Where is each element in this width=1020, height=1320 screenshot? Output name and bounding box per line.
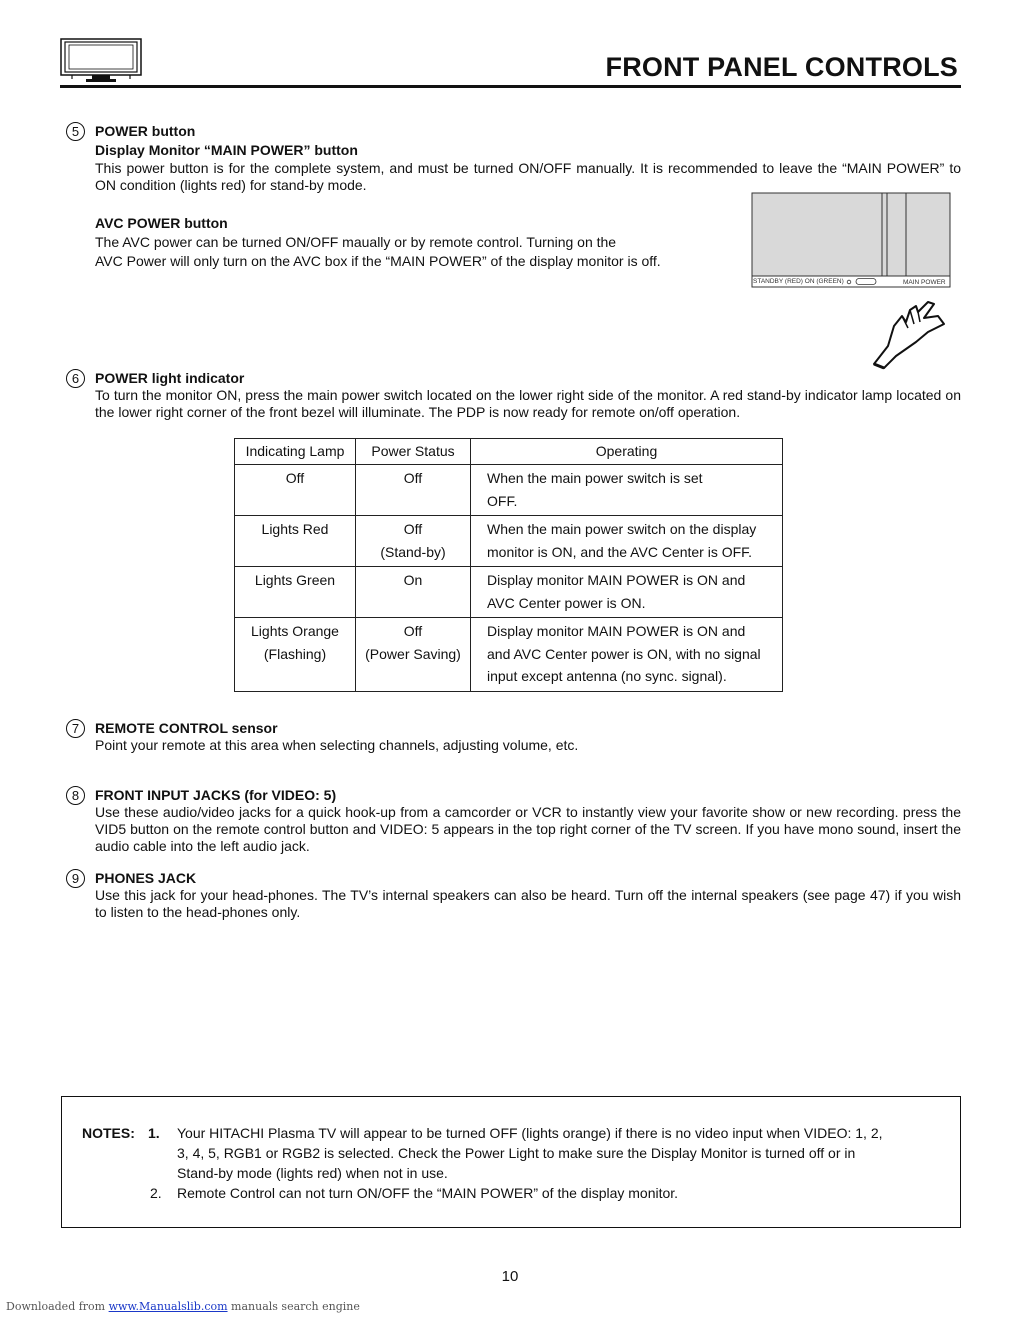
main-power-label: MAIN POWER (903, 279, 946, 286)
section-5-text: This power button is for the complete system, and must be turned ON/OFF manually. It is recommended to leave the “MAIN POWER” to ON condition (lights red) for stand-by mode. (95, 160, 961, 193)
operating-cell: When the main power switch is set OFF. (471, 465, 783, 516)
monitor-corner-illustration (751, 192, 951, 288)
header-power-status: Power Status (356, 439, 471, 465)
table-row (235, 465, 783, 516)
lamp-cell: Lights Green (235, 567, 356, 618)
lamp-cell: Off (235, 465, 356, 516)
header-rule (60, 85, 961, 88)
status-cell: Off (Stand-by) (356, 516, 471, 567)
avc-power-line-2: AVC Power will only turn on the AVC box if the “MAIN POWER” of the display monitor is off. (95, 253, 661, 269)
operating-cell: Display monitor MAIN POWER is ON and and AVC Center power is ON, with no signal input except antenna (no sync. signal). (471, 618, 783, 692)
section-number-9: 9 (66, 869, 85, 888)
section-5-title: POWER button (95, 123, 196, 139)
tv-monitor-icon (60, 38, 142, 84)
status-cell: Off (Power Saving) (356, 618, 471, 692)
note-1-number: 1. (148, 1125, 160, 1141)
section-5-subtitle: Display Monitor “MAIN POWER” button (95, 142, 358, 158)
header-operating: Operating (471, 439, 783, 465)
section-6-text: To turn the monitor ON, press the main power switch located on the lower right side of the monitor. A red stand-by indicator lamp located on the lower right corner of the front bezel will illuminate. The PDP is now ready for remote on/off operation. (95, 387, 961, 420)
section-8-text: Use these audio/video jacks for a quick hook-up from a camcorder or VCR to instantly view your favorite show or new recording. press the VID5 button on the remote control button and VIDEO: 5 appears in the top right corner of the TV screen. If you have mono sound, insert the audio cable into the left audio jack. (95, 804, 961, 854)
monitor-bezel-drawing (751, 192, 951, 288)
avc-power-title: AVC POWER button (95, 215, 228, 231)
status-cell: Off (356, 465, 471, 516)
section-9-title: PHONES JACK (95, 870, 197, 886)
section-7-title: REMOTE CONTROL sensor (95, 720, 278, 736)
section-7-text: Point your remote at this area when selecting channels, adjusting volume, etc. (95, 737, 579, 753)
operating-cell: When the main power switch on the display monitor is ON, and the AVC Center is OFF. (471, 516, 783, 567)
header-indicating-lamp: Indicating Lamp (235, 439, 356, 465)
download-footer: Downloaded from www.Manualslib.com manuals search engine (6, 1300, 360, 1313)
table-row (235, 618, 783, 692)
note-1-text: Your HITACHI Plasma TV will appear to be turned OFF (lights orange) if there is no video input when VIDEO: 1, 2, 3, 4, 5, RGB1 or RGB2 is selected. Check the Power Light to make sure the Display Monitor is turned off or in Stand-by mode (lights red) when not in use. (177, 1125, 883, 1181)
section-number-7: 7 (66, 719, 85, 738)
table-row (235, 567, 783, 618)
lamp-status-table (234, 438, 783, 692)
lamp-cell: Lights Orange (Flashing) (235, 618, 356, 692)
page-number: 10 (501, 1268, 519, 1285)
section-number-5: 5 (66, 122, 85, 141)
operating-cell: Display monitor MAIN POWER is ON and AVC Center power is ON. (471, 567, 783, 618)
note-2-text: Remote Control can not turn ON/OFF the “MAIN POWER” of the display monitor. (177, 1185, 679, 1201)
section-6-title: POWER light indicator (95, 370, 245, 386)
standby-label: STANDBY (RED) ON (GREEN) (753, 278, 844, 285)
pointing-hand-icon (868, 298, 950, 370)
avc-power-line-1: The AVC power can be turned ON/OFF maually or by remote control. Turning on the (95, 234, 617, 250)
section-number-8: 8 (66, 786, 85, 805)
page-title: FRONT PANEL CONTROLS (605, 52, 958, 82)
section-number-6: 6 (66, 369, 85, 388)
section-8-title: FRONT INPUT JACKS (for VIDEO: 5) (95, 787, 337, 803)
manualslib-link[interactable]: www.Manualslib.com (108, 1300, 228, 1313)
table-row (235, 516, 783, 567)
status-cell: On (356, 567, 471, 618)
lamp-cell: Lights Red (235, 516, 356, 567)
notes-label: NOTES: (82, 1125, 135, 1141)
section-9-text: Use this jack for your head-phones. The TV’s internal speakers can also be heard. Turn off the internal speakers (see page 47) if you wish to listen to the head-phones only. (95, 887, 961, 920)
note-2-number: 2. (150, 1185, 162, 1201)
